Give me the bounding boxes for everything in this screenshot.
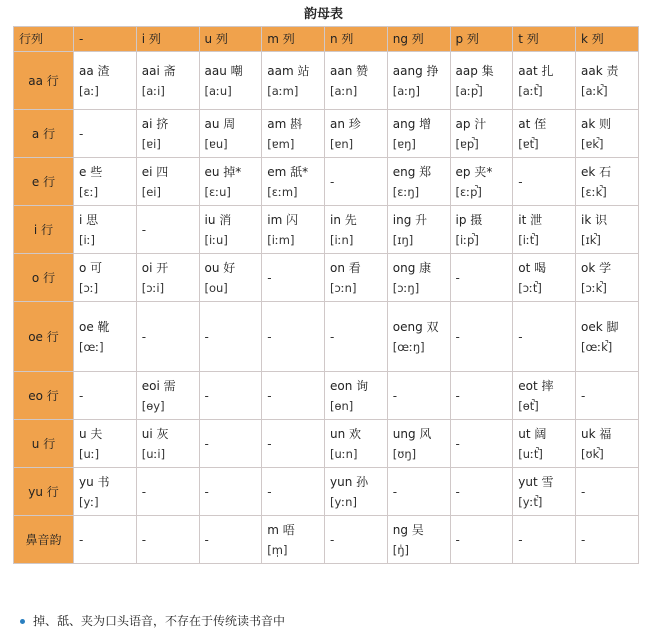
row-header: eo 行 <box>14 372 74 420</box>
cell-ipa: [ɔːk̚] <box>581 280 607 295</box>
row-header: aa 行 <box>14 52 74 110</box>
table-cell <box>74 52 137 110</box>
cell-ipa: [aːk̚] <box>581 83 608 98</box>
cell-ipa: [œːŋ] <box>392 339 425 354</box>
table-cell <box>513 254 576 302</box>
cell-syllable: aau 嘲 <box>204 63 243 78</box>
table-cell <box>136 206 199 254</box>
table-cell <box>450 206 513 254</box>
cell-syllable: - <box>330 174 335 189</box>
cell-ipa: [ɐu] <box>204 136 228 151</box>
cell-syllable: - <box>455 436 460 451</box>
cell-syllable: uk 福 <box>581 426 612 441</box>
cell-syllable: on 看 <box>330 260 361 275</box>
cell-ipa: [ɐt̚] <box>518 136 539 151</box>
table-cell <box>513 468 576 516</box>
cell-syllable: eot 摔 <box>518 378 554 393</box>
table-cell <box>513 206 576 254</box>
cell-syllable: ei 四 <box>141 164 169 179</box>
cell-syllable: im 闪 <box>267 212 299 227</box>
cell-ipa: [ɛːp̚] <box>455 184 482 199</box>
table-row <box>14 254 639 302</box>
cell-syllable: aak 责 <box>581 63 619 78</box>
cell-ipa: [uːi] <box>141 446 166 461</box>
cell-ipa: [ɔːŋ] <box>392 280 420 295</box>
table-cell <box>450 158 513 206</box>
cell-ipa: [ɐm] <box>267 136 295 151</box>
table-row <box>14 52 639 110</box>
cell-syllable: - <box>141 484 147 499</box>
cell-ipa: [ɔːn] <box>330 280 357 295</box>
footnote-text: 掉、舐、夹为口头语音，不存在于传统读书音中 <box>33 614 286 628</box>
cell-syllable: at 侄 <box>518 116 547 131</box>
cell-ipa: [ɛːm] <box>267 184 298 199</box>
table-cell <box>576 52 639 110</box>
cell-syllable: - <box>581 532 586 547</box>
table-cell <box>450 372 513 420</box>
table-cell <box>450 302 513 372</box>
cell-syllable: aam 站 <box>267 63 310 78</box>
page-title: 韵母表 <box>303 7 343 22</box>
table-cell <box>325 468 388 516</box>
table-row <box>14 110 639 158</box>
cell-syllable: - <box>267 388 272 403</box>
cell-syllable: - <box>581 484 586 499</box>
cell-syllable: - <box>392 484 398 499</box>
cell-syllable: e 些 <box>79 164 103 179</box>
table-cell <box>513 52 576 110</box>
cell-syllable: m 唔 <box>267 522 295 537</box>
cell-ipa: [iːt̚] <box>518 232 539 247</box>
table-cell <box>450 254 513 302</box>
cell-ipa: [ɪk̚] <box>581 232 601 247</box>
table-cell <box>387 206 450 254</box>
cell-syllable: aat 扎 <box>518 63 554 78</box>
column-header: n 列 <box>325 27 388 52</box>
table-row <box>14 158 639 206</box>
cell-ipa: [ɛːk̚] <box>581 184 607 199</box>
table-cell <box>387 254 450 302</box>
table-cell <box>513 110 576 158</box>
table-cell <box>325 52 388 110</box>
cell-syllable: eon 询 <box>330 378 369 393</box>
cell-syllable: - <box>267 484 272 499</box>
cell-syllable: an 珍 <box>330 116 361 131</box>
cell-syllable: ot 喝 <box>518 260 547 275</box>
table-cell <box>450 110 513 158</box>
cell-syllable: - <box>455 270 460 285</box>
cell-syllable: ok 学 <box>581 260 612 275</box>
table-cell <box>450 516 513 564</box>
cell-ipa: [iː] <box>79 232 96 247</box>
table-cell <box>199 468 262 516</box>
table-cell <box>387 52 450 110</box>
table-cell <box>387 372 450 420</box>
cell-syllable: o 可 <box>79 260 103 275</box>
cell-ipa: [œːk̚] <box>581 339 613 354</box>
table-cell <box>576 110 639 158</box>
cell-syllable: - <box>267 270 272 285</box>
cell-syllable: em 舐* <box>267 164 309 179</box>
cell-syllable: yu 书 <box>79 474 110 489</box>
cell-syllable: - <box>518 174 523 189</box>
cell-ipa: [aːm] <box>267 83 299 98</box>
table-cell <box>513 158 576 206</box>
cell-syllable: ak 则 <box>581 116 612 131</box>
table-row <box>14 420 639 468</box>
cell-syllable: iu 消 <box>204 212 232 227</box>
table-cell <box>513 372 576 420</box>
header-corner: 行列 <box>14 27 74 52</box>
row-header: 鼻音韵 <box>14 516 74 564</box>
cell-ipa: [ŋ̍] <box>392 542 410 557</box>
table-cell <box>74 254 137 302</box>
cell-syllable: - <box>204 484 209 499</box>
table-cell <box>199 372 262 420</box>
cell-syllable: aan 赞 <box>330 63 369 78</box>
column-header: ng 列 <box>387 27 450 52</box>
table-cell <box>136 110 199 158</box>
cell-ipa: [iːn] <box>330 232 354 247</box>
cell-syllable: oek 脚 <box>581 319 619 334</box>
footnote <box>20 612 285 629</box>
column-header: p 列 <box>450 27 513 52</box>
column-header: - <box>74 27 137 52</box>
cell-syllable: - <box>267 329 272 344</box>
table-cell <box>387 420 450 468</box>
column-header: t 列 <box>513 27 576 52</box>
table-cell <box>262 372 325 420</box>
cell-syllable: ng 吴 <box>392 522 424 537</box>
cell-syllable: - <box>330 329 335 344</box>
cell-ipa: [ɐi] <box>141 136 161 151</box>
cell-syllable: ek 石 <box>581 164 612 179</box>
cell-ipa: [ei] <box>141 184 161 199</box>
table-cell <box>199 516 262 564</box>
table-cell <box>576 468 639 516</box>
cell-syllable: ip 摄 <box>455 212 483 227</box>
table-cell <box>387 158 450 206</box>
cell-ipa: [ɔːt̚] <box>518 280 542 295</box>
table-cell <box>136 302 199 372</box>
cell-syllable: - <box>455 484 460 499</box>
table-cell <box>325 158 388 206</box>
bullet-icon <box>20 619 25 624</box>
row-header: i 行 <box>14 206 74 254</box>
cell-syllable: oe 靴 <box>79 319 110 334</box>
cell-syllable: - <box>204 436 209 451</box>
table-cell <box>136 158 199 206</box>
cell-syllable: - <box>455 329 460 344</box>
cell-syllable: u 夫 <box>79 426 103 441</box>
cell-ipa: [ɵt̚] <box>518 398 539 413</box>
cell-ipa: [yːn] <box>330 494 357 509</box>
table-row <box>14 468 639 516</box>
table-cell <box>450 420 513 468</box>
table-cell <box>262 52 325 110</box>
cell-syllable: eng 郑 <box>392 164 432 179</box>
table-row <box>14 372 639 420</box>
cell-syllable: eu 掉* <box>204 164 242 179</box>
cell-syllable: au 周 <box>204 116 236 131</box>
table-cell <box>74 372 137 420</box>
cell-ipa: [ou] <box>204 280 228 295</box>
table-cell <box>262 110 325 158</box>
table-cell <box>576 516 639 564</box>
cell-ipa: [aː] <box>79 83 99 98</box>
cell-syllable: - <box>204 329 209 344</box>
table-cell <box>576 206 639 254</box>
cell-syllable: - <box>518 532 523 547</box>
row-header: o 行 <box>14 254 74 302</box>
cell-ipa: [uː] <box>79 446 100 461</box>
table-cell <box>513 420 576 468</box>
cell-syllable: - <box>455 532 460 547</box>
cell-syllable: oi 开 <box>141 260 169 275</box>
cell-syllable: ut 阔 <box>518 426 547 441</box>
cell-ipa: [ʊŋ] <box>392 446 417 461</box>
cell-ipa: [ɐp̚] <box>455 136 479 151</box>
row-header: oe 行 <box>14 302 74 372</box>
cell-ipa: [uːt̚] <box>518 446 543 461</box>
cell-syllable: - <box>267 436 272 451</box>
table-cell <box>450 52 513 110</box>
cell-ipa: [ɐk̚] <box>581 136 604 151</box>
cell-ipa: [aːu] <box>204 83 232 98</box>
cell-syllable: ai 挤 <box>141 116 169 131</box>
cell-syllable: yun 孙 <box>330 474 369 489</box>
row-header: a 行 <box>14 110 74 158</box>
table-cell <box>325 302 388 372</box>
table-row <box>14 516 639 564</box>
table-cell <box>325 420 388 468</box>
table-cell <box>199 420 262 468</box>
table-cell <box>325 254 388 302</box>
cell-ipa: [ɵn] <box>330 398 354 413</box>
cell-syllable: aang 挣 <box>392 63 439 78</box>
cell-syllable: - <box>204 388 209 403</box>
table-cell <box>199 206 262 254</box>
cell-syllable: i 思 <box>79 212 99 227</box>
cell-syllable: - <box>455 388 460 403</box>
table-cell <box>136 468 199 516</box>
cell-syllable: ing 升 <box>392 212 428 227</box>
table-cell <box>199 302 262 372</box>
cell-syllable: ung 风 <box>392 426 432 441</box>
cell-syllable: yut 雪 <box>518 474 554 489</box>
table-cell <box>387 110 450 158</box>
cell-ipa: [œː] <box>79 339 104 354</box>
table-cell <box>576 302 639 372</box>
table-cell <box>262 420 325 468</box>
table-cell <box>513 516 576 564</box>
cell-syllable: ik 识 <box>581 212 608 227</box>
table-cell <box>74 420 137 468</box>
cell-ipa: [yː] <box>79 494 99 509</box>
table-cell <box>325 372 388 420</box>
cell-ipa: [iːu] <box>204 232 228 247</box>
cell-ipa: [yːt̚] <box>518 494 543 509</box>
cell-syllable: ou 好 <box>204 260 236 275</box>
table-row <box>14 302 639 372</box>
cell-syllable: am 斟 <box>267 116 303 131</box>
table-cell <box>576 372 639 420</box>
column-header: k 列 <box>576 27 639 52</box>
cell-syllable: - <box>518 329 523 344</box>
table-cell <box>136 372 199 420</box>
cell-syllable: - <box>392 388 398 403</box>
cell-ipa: [aːn] <box>330 83 358 98</box>
table-cell <box>199 52 262 110</box>
cell-ipa: [ʊk̚] <box>581 446 604 461</box>
cell-syllable: un 欢 <box>330 426 362 441</box>
table-cell <box>74 110 137 158</box>
cell-ipa: [aːŋ] <box>392 83 420 98</box>
cell-ipa: [ɛːŋ] <box>392 184 420 199</box>
table-cell <box>387 516 450 564</box>
table-cell <box>74 158 137 206</box>
table-cell <box>576 158 639 206</box>
cell-syllable: ap 汁 <box>455 116 487 131</box>
table-cell <box>262 468 325 516</box>
table-cell <box>262 254 325 302</box>
cell-syllable: - <box>581 388 586 403</box>
cell-ipa: [uːn] <box>330 446 358 461</box>
cell-syllable: aap 集 <box>455 63 494 78</box>
cell-syllable: - <box>141 222 147 237</box>
table-cell <box>136 52 199 110</box>
cell-syllable: ep 夹* <box>455 164 493 179</box>
table-cell <box>262 302 325 372</box>
table-cell <box>136 420 199 468</box>
finals-table <box>13 26 639 564</box>
table-cell <box>74 468 137 516</box>
cell-ipa: [ɐn] <box>330 136 354 151</box>
cell-syllable: - <box>79 126 84 141</box>
cell-syllable: oeng 双 <box>392 319 439 334</box>
table-cell <box>199 158 262 206</box>
cell-ipa: [aːp̚] <box>455 83 483 98</box>
table-cell <box>262 206 325 254</box>
cell-ipa: [ɛː] <box>79 184 99 199</box>
table-cell <box>262 158 325 206</box>
cell-syllable: ang 增 <box>392 116 432 131</box>
cell-syllable: aai 斋 <box>141 63 176 78</box>
cell-ipa: [ɪŋ] <box>392 232 414 247</box>
cell-syllable: eoi 需 <box>141 378 176 393</box>
cell-syllable: it 泄 <box>518 212 543 227</box>
table-cell <box>325 206 388 254</box>
column-header: i 列 <box>136 27 199 52</box>
cell-syllable: - <box>79 388 84 403</box>
cell-ipa: [ɵy] <box>141 398 165 413</box>
cell-syllable: aa 渣 <box>79 63 110 78</box>
cell-syllable: - <box>204 532 209 547</box>
table-cell <box>576 254 639 302</box>
cell-ipa: [aːi] <box>141 83 165 98</box>
table-header-row <box>14 27 639 52</box>
table-cell <box>450 468 513 516</box>
cell-syllable: ui 灰 <box>141 426 169 441</box>
row-header: yu 行 <box>14 468 74 516</box>
cell-ipa: [ɔː] <box>79 280 99 295</box>
cell-ipa: [ɔːi] <box>141 280 165 295</box>
table-cell <box>199 254 262 302</box>
row-header: u 行 <box>14 420 74 468</box>
cell-syllable: - <box>79 532 84 547</box>
table-cell <box>74 206 137 254</box>
row-header: e 行 <box>14 158 74 206</box>
cell-ipa: [ɐŋ] <box>392 136 416 151</box>
cell-ipa: [ɛːu] <box>204 184 231 199</box>
column-header: u 列 <box>199 27 262 52</box>
cell-ipa: [iːm] <box>267 232 295 247</box>
cell-ipa: [iːp̚] <box>455 232 479 247</box>
table-cell <box>387 468 450 516</box>
table-cell <box>325 516 388 564</box>
cell-syllable: ong 康 <box>392 260 432 275</box>
table-cell <box>387 302 450 372</box>
table-row <box>14 206 639 254</box>
column-header: m 列 <box>262 27 325 52</box>
table-cell <box>74 516 137 564</box>
table-cell <box>325 110 388 158</box>
cell-syllable: - <box>330 532 335 547</box>
table-cell <box>262 516 325 564</box>
cell-ipa: [aːt̚] <box>518 83 543 98</box>
table-cell <box>576 420 639 468</box>
cell-syllable: in 先 <box>330 212 357 227</box>
table-cell <box>74 302 137 372</box>
table-cell <box>199 110 262 158</box>
cell-ipa: [m̩] <box>267 542 288 557</box>
table-cell <box>513 302 576 372</box>
table-cell <box>136 516 199 564</box>
cell-syllable: - <box>141 329 147 344</box>
table-cell <box>136 254 199 302</box>
cell-syllable: - <box>141 532 147 547</box>
